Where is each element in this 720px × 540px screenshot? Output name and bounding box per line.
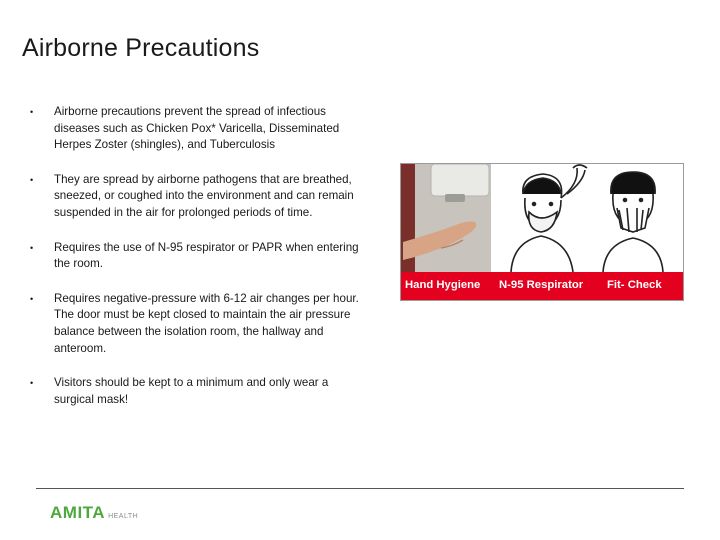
bullet-item — [30, 240, 360, 273]
bullet-text: Airborne precautions prevent the spread of infectious diseases such as Chicken Pox* Varicella, Disseminated Herpes Zoster (shingles), and Tuberculosis — [54, 105, 340, 152]
caption-hand-hygiene: Hand Hygiene — [405, 279, 481, 291]
precautions-illustration — [400, 163, 684, 301]
bullet-text: Requires negative-pressure with 6-12 air changes per hour. The door must be kept closed to maintain the air pressure balance between the isolation room, the hallway and anteroom. — [54, 291, 359, 355]
bullet-dot: • — [30, 293, 34, 304]
slide-title: Airborne Precautions — [22, 34, 260, 62]
logo-subtext: HEALTH — [108, 513, 139, 520]
n95-respirator-drawing — [511, 165, 587, 272]
bullet-dot: • — [30, 242, 34, 253]
footer-divider — [36, 488, 684, 489]
bullet-text: Visitors should be kept to a minimum and only wear a surgical mask! — [54, 376, 329, 406]
bullet-dot: • — [30, 107, 34, 117]
hand-hygiene-photo — [401, 164, 491, 272]
fit-check-drawing — [603, 172, 663, 272]
caption-fit-check: Fit- Check — [607, 279, 662, 291]
bullet-item — [30, 104, 360, 154]
caption-n95-respirator: N-95 Respirator — [499, 279, 584, 291]
illustration-art — [401, 164, 683, 272]
bullet-item — [30, 375, 360, 408]
bullet-dot: • — [30, 174, 34, 185]
bullet-text: They are spread by airborne pathogens that are breathed, sneezed, or coughed into the environment and can remain suspended in the air for prolonged periods of time. — [54, 172, 354, 219]
bullet-text: Requires the use of N-95 respirator or PAPR when entering the room. — [54, 240, 359, 271]
bullet-list — [30, 104, 360, 426]
bullet-item — [30, 172, 360, 222]
illustration-caption-bar — [401, 272, 683, 300]
logo-word: AMITA — [50, 503, 106, 522]
amita-health-logo — [50, 503, 138, 523]
bullet-item — [30, 291, 360, 357]
bullet-dot: • — [30, 378, 34, 389]
